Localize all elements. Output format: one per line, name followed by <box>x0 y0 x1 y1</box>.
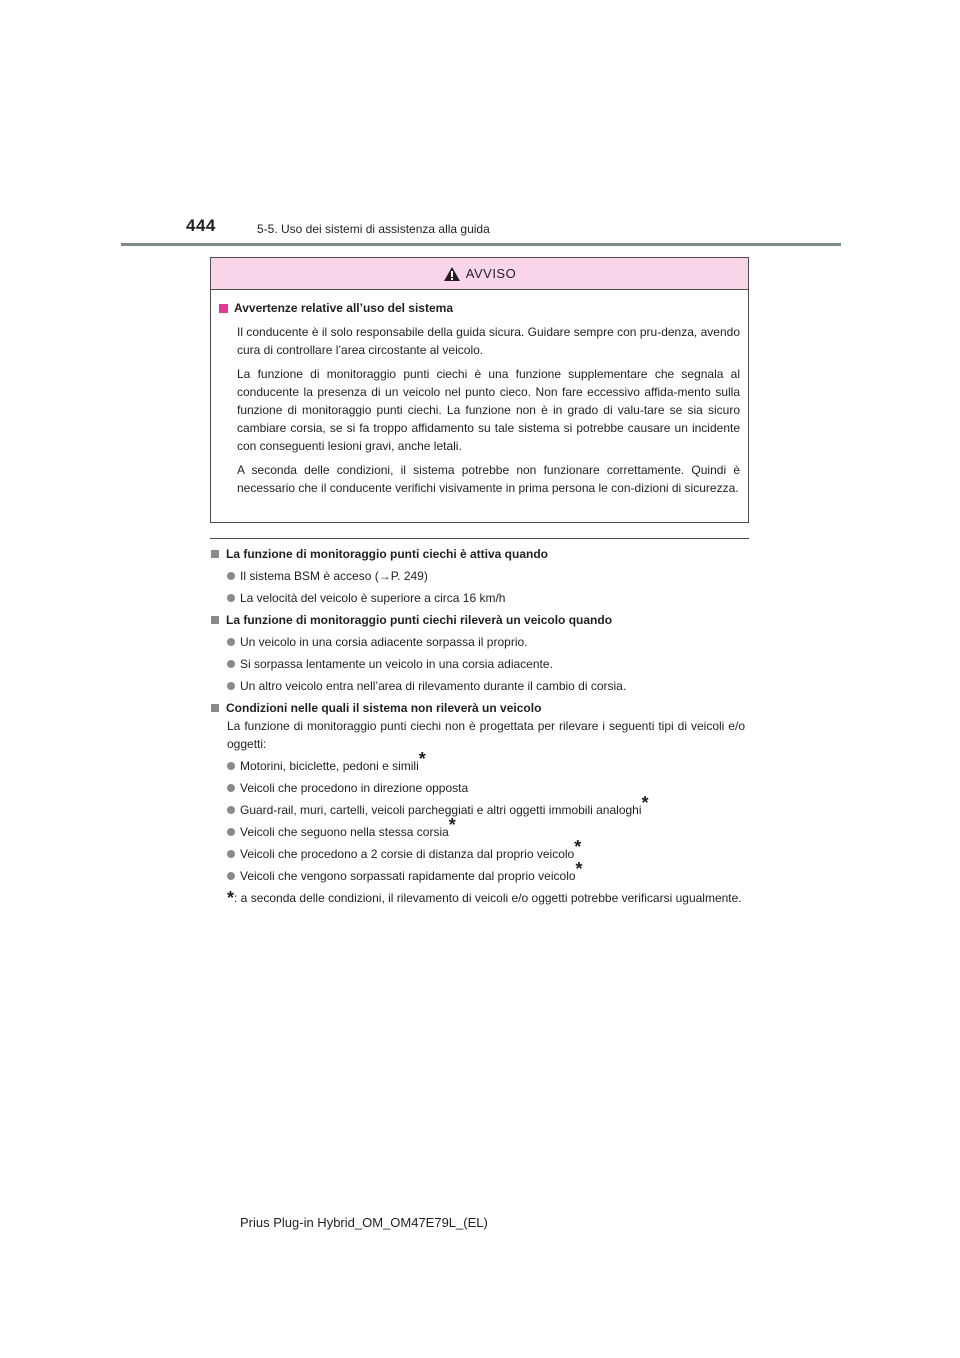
round-bullet-icon <box>227 784 235 792</box>
section-heading <box>210 699 745 717</box>
warning-paragraph: La funzione di monitoraggio punti ciechi è una funzione supplementare che segnala al conducente la presenza di un veicolo nel punto cieco. Non fare eccessivo affida-mento sulla funzione di monitoraggio punti ciechi. La funzione non è in grado di valu-tare se sia sicuro cambiare corsia, se si fa troppo affidamento su tale sistema si potrebbe causare un incidente con conseguenti lesioni gravi, anche letali. <box>237 367 740 453</box>
section-heading <box>210 611 745 629</box>
square-bullet-icon <box>211 616 219 624</box>
list-item-text: Un veicolo in una corsia adiacente sorpassa il proprio. <box>240 635 528 649</box>
round-bullet-icon <box>227 594 235 602</box>
list-item-text: Veicoli che procedono in direzione opposta <box>240 781 469 795</box>
warning-heading <box>219 299 740 317</box>
list-item-text: Veicoli che seguono nella stessa corsia <box>240 825 449 839</box>
section-heading-text: Condizioni nelle quali il sistema non rileverà un veicolo <box>226 701 542 715</box>
warning-triangle-icon <box>443 266 461 282</box>
round-bullet-icon <box>227 638 235 646</box>
list-item <box>227 633 745 651</box>
list-item-text: Motorini, biciclette, pedoni e simili <box>240 759 419 773</box>
round-bullet-icon <box>227 806 235 814</box>
footnote-marker: * <box>574 837 582 857</box>
list-item <box>227 677 745 695</box>
section-title: 5-5. Uso dei sistemi di assistenza alla guida <box>257 222 490 236</box>
round-bullet-icon <box>227 850 235 858</box>
list-item <box>227 749 745 775</box>
warning-paragraph: A seconda delle condizioni, il sistema potrebbe non funzionare correttamente. Quindi è necessario che il conducente verifichi visivamente in prima persona le con-dizioni di sicurezza. <box>237 463 740 495</box>
footnote <box>227 889 745 907</box>
footnote-marker: * <box>575 859 583 879</box>
warning-heading-text: Avvertenze relative all’uso del sistema <box>234 301 453 315</box>
footnote-marker: * <box>448 815 456 835</box>
list-item <box>227 837 745 863</box>
list-item-text: Veicoli che procedono a 2 corsie di distanza dal proprio veicolo <box>240 847 575 861</box>
list-item <box>227 655 745 673</box>
list-item-text: Guard-rail, muri, cartelli, veicoli parcheggiati e altri oggetti immobili analoghi <box>240 803 642 817</box>
footnote-marker: * <box>227 888 235 908</box>
footnote-text: : a seconda delle condizioni, il rilevamento di veicoli e/o oggetti potrebbe verificarsi ugualmente. <box>234 891 742 905</box>
footnote-marker: * <box>418 749 426 769</box>
section-description: La funzione di monitoraggio punti ciechi non è progettata per rilevare i seguenti tipi di veicoli e/o oggetti: <box>227 719 745 751</box>
section-heading-text: La funzione di monitoraggio punti ciechi è attiva quando <box>226 547 549 561</box>
list-item <box>227 815 745 841</box>
list-item-text: Veicoli che vengono sorpassati rapidamente dal proprio veicolo <box>240 869 576 883</box>
document-footer: Prius Plug-in Hybrid_OM_OM47E79L_(EL) <box>240 1215 488 1230</box>
warning-body <box>211 290 748 497</box>
warning-box <box>210 257 749 523</box>
warning-title: AVVISO <box>465 266 517 281</box>
round-bullet-icon <box>227 572 235 580</box>
section-divider <box>210 538 749 539</box>
page-number: 444 <box>186 216 216 235</box>
main-content <box>210 545 745 907</box>
section-heading-text: La funzione di monitoraggio punti ciechi rileverà un veicolo quando <box>226 613 613 627</box>
list-item-text: La velocità del veicolo è superiore a circa 16 km/h <box>240 591 506 605</box>
list-item <box>227 589 745 607</box>
list-item-text: Il sistema BSM è acceso (→P. 249) <box>240 569 428 583</box>
warning-paragraph: Il conducente è il solo responsabile della guida sicura. Guidare sempre con pru-denza, avendo cura di controllare l’area circostante al veicolo. <box>237 325 740 357</box>
list-item <box>227 779 745 797</box>
square-bullet-icon <box>219 304 228 313</box>
round-bullet-icon <box>227 660 235 668</box>
list-item <box>227 567 745 585</box>
square-bullet-icon <box>211 550 219 558</box>
section-heading <box>210 545 745 563</box>
round-bullet-icon <box>227 872 235 880</box>
warning-header <box>211 258 748 290</box>
round-bullet-icon <box>227 682 235 690</box>
list-item <box>227 859 745 885</box>
footnote-marker: * <box>641 793 649 813</box>
header-rule <box>121 243 841 246</box>
round-bullet-icon <box>227 828 235 836</box>
list-item-text: Si sorpassa lentamente un veicolo in una corsia adiacente. <box>240 657 553 671</box>
list-item <box>227 793 745 819</box>
round-bullet-icon <box>227 762 235 770</box>
square-bullet-icon <box>211 704 219 712</box>
list-item-text: Un altro veicolo entra nell’area di rilevamento durante il cambio di corsia. <box>240 679 627 693</box>
